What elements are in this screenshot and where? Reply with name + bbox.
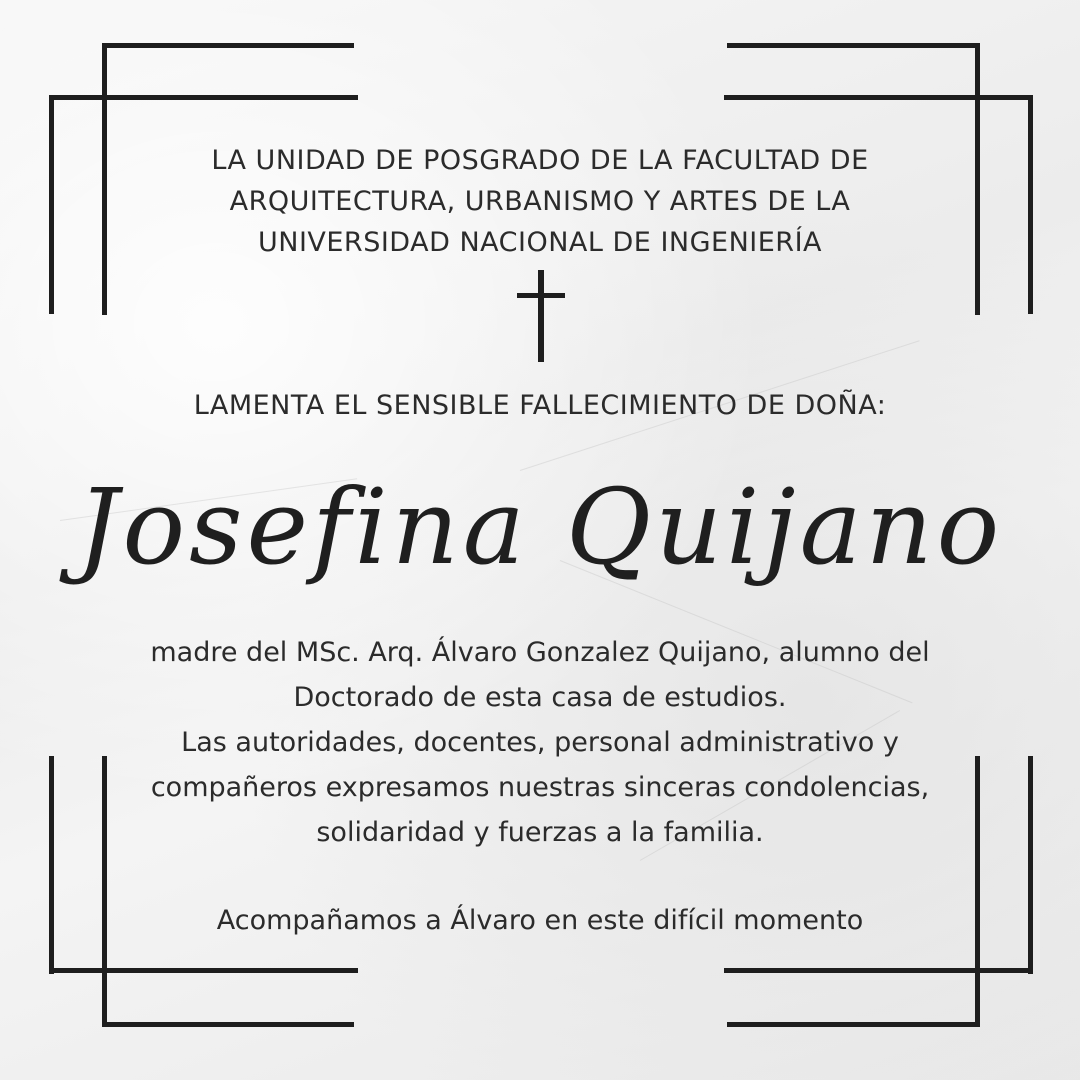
institution-header: [140, 140, 940, 263]
message-line: solidaridad y fuerzas a la familia.: [316, 817, 764, 848]
message-line: madre del MSc. Arq. Álvaro Gonzalez Quijano, alumno del: [150, 637, 930, 668]
condolence-message: [100, 630, 980, 855]
message-line: compañeros expresamos nuestras sinceras condolencias,: [150, 772, 930, 803]
message-line: Las autoridades, docentes, personal administrativo y: [181, 727, 899, 758]
header-line: UNIVERSIDAD NACIONAL DE INGENIERÍA: [257, 227, 822, 258]
lament-text: LAMENTA EL SENSIBLE FALLECIMIENTO DE DOÑA:: [193, 390, 887, 421]
closing-text: Acompañamos a Álvaro en este difícil momento: [216, 905, 864, 936]
header-line: LA UNIDAD DE POSGRADO DE LA FACULTAD DE: [211, 145, 869, 176]
header-line: ARQUITECTURA, URBANISMO Y ARTES DE LA: [229, 186, 851, 217]
deceased-name: Josefina Quijano: [76, 466, 1004, 588]
message-line: Doctorado de esta casa de estudios.: [293, 682, 787, 713]
